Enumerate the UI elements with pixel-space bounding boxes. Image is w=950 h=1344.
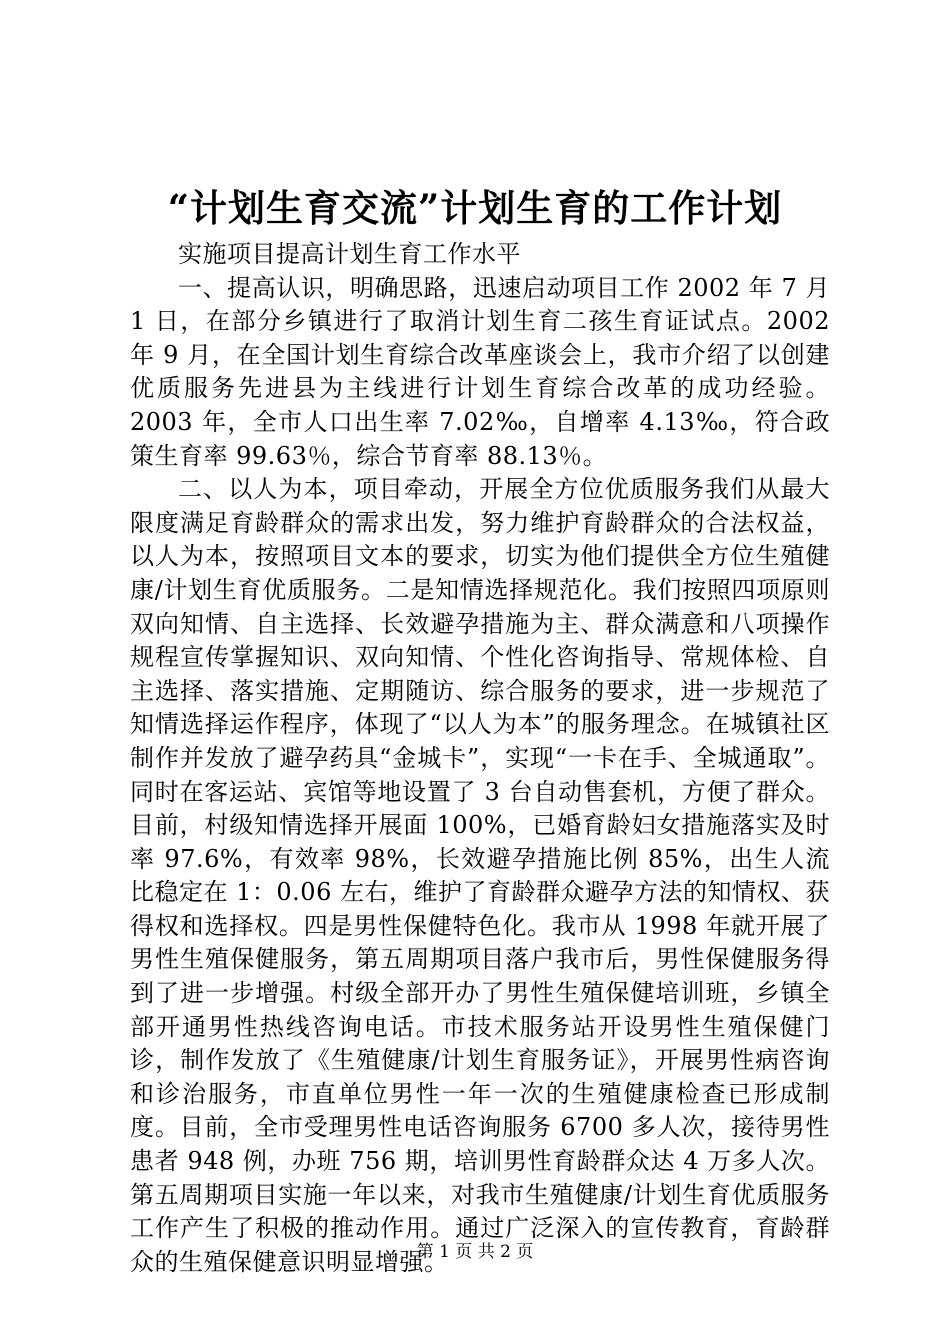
paragraph-section-2: 二、以人为本，项目牵动，开展全方位优质服务我们从最大限度满足育龄群众的需求出发，努力维护育龄群众的合法权益，以人为本，按照项目文本的要求，切实为他们提供全方位生殖健康/计划生育优质服务。二是知情选择规范化。我们按照四项原则双向知情、自主选择、长效避孕措施为主、群众满意和八项操作规程宣传掌握知识、双向知情、个性化咨询指导、常规体检、自主选择、落实措施、定期随访、综合服务的要求，进一步规范了知情选择运作程序，体现了“以人为本”的服务理念。在城镇社区制作并发放了避孕药具“金城卡”，实现“一卡在手、全城通取”。同时在客运站、宾馆等地设置了 3 台自动售套机，方便了群众。目前，村级知情选择开展面 100%，已婚育龄妇女措施落实及时率 97.6%，有效率 98%，长效避孕措施比例 85%，出生人流比稳定在 1：0.06 左右，维护了育龄群众避孕方法的知情权、获得权和选择权。四是男性保健特色化。我市从 1998 年就开展了男性生殖保健服务，第五周期项目落户我市后，男性保健服务得到了进一步增强。村级全部开办了男性生殖保健培训班，乡镇全部开通男性热线咨询电话。市技术服务站开设男性生殖保健门诊，制作发放了《生殖健康/计划生育服务证》，开展男性病咨询和诊治服务，市直单位男性一年一次的生殖健康检查已形成制度。目前，全市受理男性电话咨询服务 6700 多人次，接待男性患者 948 例，办班 756 期，培训男性育龄群众达 4 万多人次。第五周期项目实施一年以来，对我市生殖健康/计划生育优质服务工作产生了积极的推动作用。通过广泛深入的宣传教育，育龄群众的生殖保健意识明显增强。 [130,475,830,1276]
document-title: “计划生育交流”计划生育的工作计划 [167,186,783,230]
paragraph-section-1: 一、提高认识，明确思路，迅速启动项目工作 2002 年 7 月 1 日，在部分乡镇进行了取消计划生育二孩生育证试点。2002 年 9 月，在全国计划生育综合改革座谈会上，我市介绍了以创建优质服务先进县为主线进行计划生育综合改革的成功经验。2003 年，全市人口出生率 7.02‰，自增率 4.13‰，符合政策生育率 99.63％，综合节育率 88.13％。 [130,273,830,470]
page-footer: 第 1 页 共 2 页 [416,1242,534,1262]
paragraph-heading: 实施项目提高计划生育工作水平 [178,240,521,268]
document-body [130,238,830,1279]
